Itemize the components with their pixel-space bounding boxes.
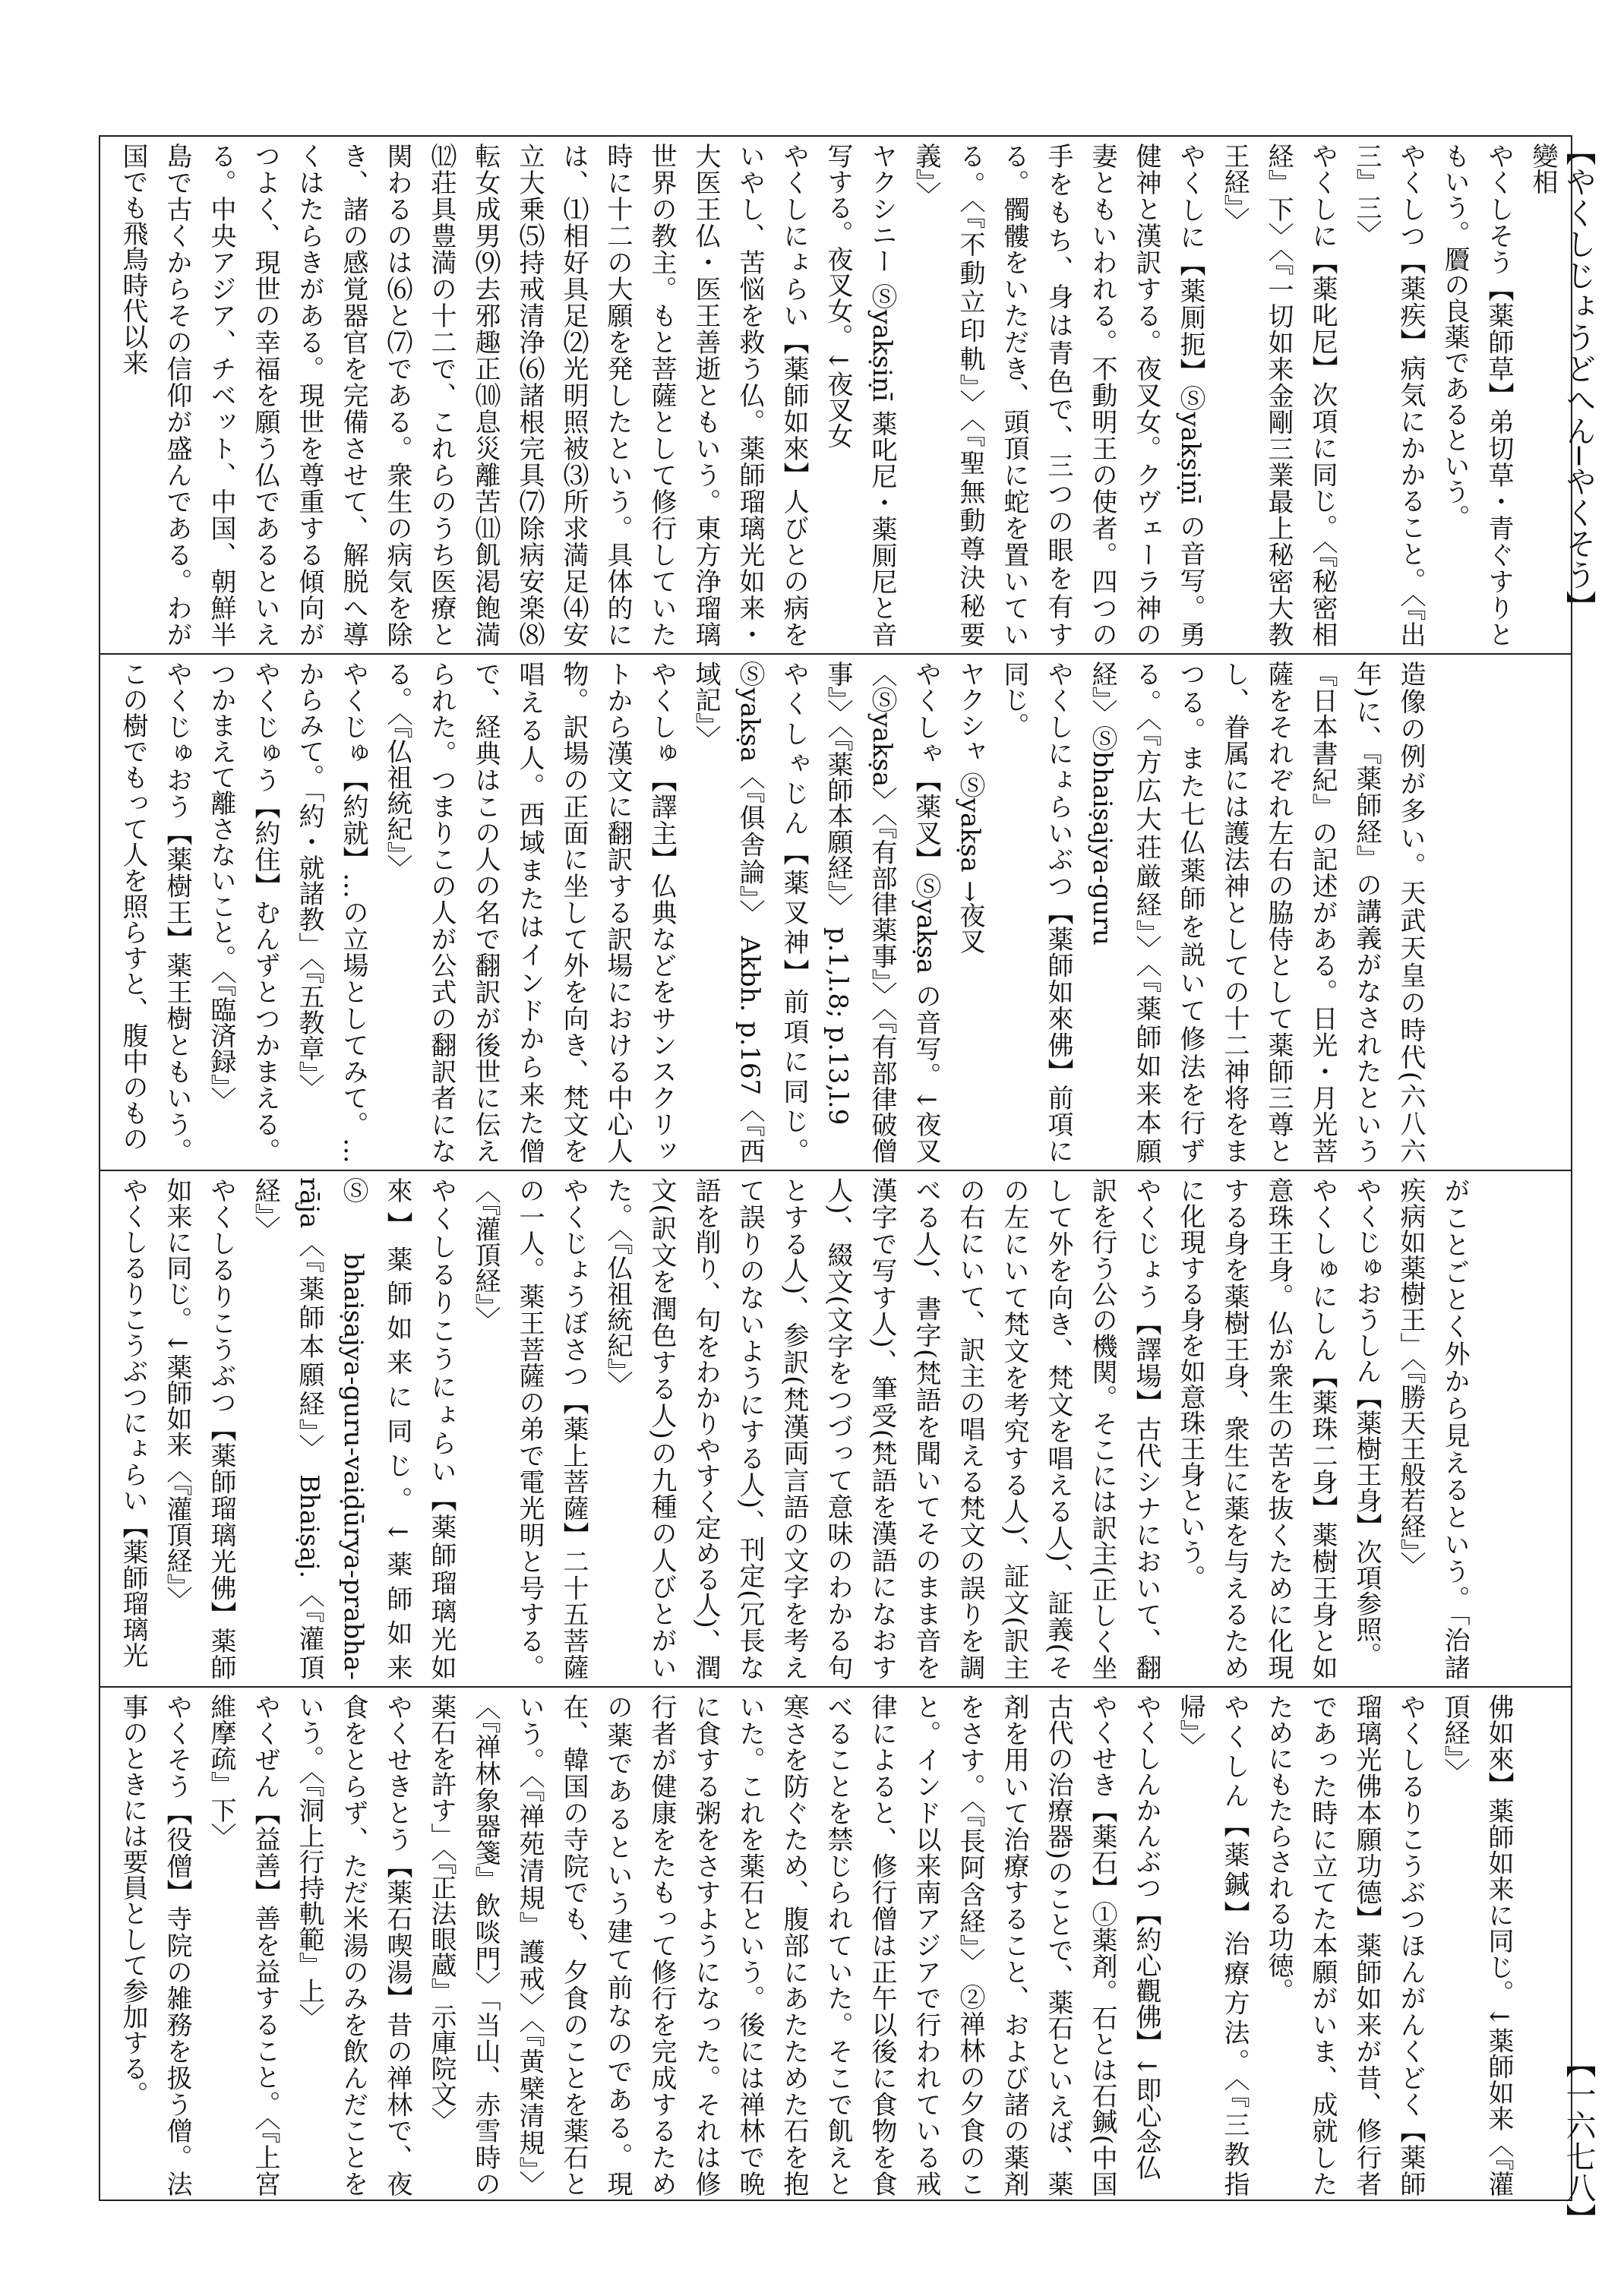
running-head: 【やくしじょうどへん─やくそう】: [1561, 135, 1596, 622]
tier-1: [100, 137, 1571, 653]
tier-text: 變相 やくしそう【薬師草】弟切草・青ぐすりともいう。贗の良薬であるという。 やくしつ【薬疾】病気にかかること。〈『出三』三〉 やくしに【薬叱尼】次項に同じ。〈『秘密相経』下〉〈『一切如来金剛三業最上秘密大教王経』〉 やくしに【薬厠扼】Ⓢyakṣiṇī の音写。勇健神と漢訳する。夜叉女。クヴェーラ神の妻ともいわれる。不動明王の使者。四つの手をもち、身は青色で、三つの眼を有する。髑髏をいただき、頭頂に蛇を置いている。〈『不動立印軌』〉〈『聖無動尊決秘要義』〉 ヤクシニー Ⓢyakṣiṇī 薬叱尼・薬厠尼と音写する。夜叉女。↓夜叉女 やくしにょらい【薬師如來】人びとの病をいやし、苦悩を救う仏。薬師瑠璃光如来・大医王仏・医王善逝ともいう。東方浄瑠璃世界の教主。もと菩薩として修行していた時に十二の大願を発したという。具体的には、⑴相好具足⑵光明照被⑶所求満足⑷安立大乗⑸持戒清浄⑹諸根完具⑺除病安楽⑻転女成男⑼去邪趣正⑽息災離苦⑾飢渇飽満⑿荘具豊満の十二で、これらのうち医療と関わるのは⑹と⑺である。衆生の病気を除き、諸の感覚器官を完備させて、解脱へ導くはたらきがある。現世を尊重する傾向がつよく、現世の幸福を願う仏であるといえる。中央アジア、チベット、中国、朝鮮半島で古くからその信仰が盛んである。わが国でも飛鳥時代以来: [118, 143, 1558, 647]
tier-2: [100, 653, 1571, 1170]
tier-3: [100, 1170, 1571, 1686]
tier-text: 佛如來】薬師如来に同じ。↓薬師如来〈『灌頂経』〉 やくしるりこうぶつほんがんくどく【薬師瑠璃光佛本願功德】薬師如来が昔、修行者であった時に立てた本願がいま、成就したためにもたらされる功徳。 やくしん【薬鍼】治療方法。〈『三教指帰』〉 やくしんかんぶつ【約心觀佛】↓即心念仏 やくせき【薬石】①薬剤。石とは石鍼(中国古代の治療器)のことで、薬石といえば、薬剤を用いて治療すること、および諸の薬剤をさす。〈『長阿含経』〉 ②禅林の夕食のこと。インド以来南アジアで行われている戒律によると、修行僧は正午以後に食物を食べることを禁じられていた。そこで飢えと寒さを防ぐため、腹部にあたためた石を抱いた。これを薬石という。後には禅林で晩に食する粥をさすようになった。それは修行者が健康をたもって修行を完成するための薬であるという建て前なのである。現在、韓国の寺院でも、夕食のことを薬石という。〈『禅苑清規』護戒〉〈『黄檗清規』〉〈『禅林象器箋』飲啖門〉「当山、赤雪時の薬石を許す」〈『正法眼蔵』示庫院文〉 やくせきとう【薬石喫湯】昔の禅林で、夜食をとらず、ただ米湯のみを飲んだことをいう。〈『洞上行持軌範』上〉 やくぜん【益善】善を益すること。〈『上宮維摩疏』下〉 やくそう【役僧】寺院の雑務を扱う僧。法事のときには要員として参加する。: [118, 1694, 1514, 2196]
tier-4: [100, 1686, 1571, 2203]
dictionary-text-block: [99, 135, 1572, 2201]
tier-text: がことごとく外から見えるという。「治諸疾病如薬樹王」〈『勝天王般若経』〉 やくじゅおうしん【薬樹王身】次項参照。 やくしゅにしん【薬珠二身】薬樹王身と如意珠王身。仏が衆生の苦を抜くために化現する身を薬樹王身、衆生に薬を与えるために化現する身を如意珠王身という。 やくじょう【譯場】古代シナにおいて、翻訳を行う公の機関。そこには訳主(正しく坐して外を向き、梵文を唱える人)、証義(その左にいて梵文を考究する人)、証文(訳主の右にいて、訳主の唱える梵文の誤りを調べる人)、書字(梵語を聞いてそのまま音を漢字で写す人)、筆受(梵語を漢語になおす人)、綴文(文字をつづって意味のわかる句とする人)、参訳(梵漢両言語の文字を考えて誤りのないようにする人)、刊定(冗長な語を削り、句をわかりやすく定める人)、潤文(訳文を潤色する人)の九種の人びとがいた。〈『仏祖統紀』〉 やくじょうぼさつ【薬上菩薩】二十五菩薩の一人。薬王菩薩の弟で電光明と号する。〈『灌頂経』〉 やくしるりこうにょらい【薬師瑠璃光如來】薬師如来に同じ。↓薬師如来 Ⓢbhaiṣajya-guru-vaiḍūrya-prabha-rāja〈『薬師本願経』〉 Bhaiṣaj.〈『灌頂経』〉 やくしるりこうぶつ【薬師瑠璃光佛】薬師如来に同じ。↓薬師如来〈『灌頂経』〉 やくしるりこうぶつにょらい【薬師瑠璃光: [118, 1177, 1470, 1680]
tier-text: 造像の例が多い。天武天皇の時代(六八六年)に、『薬師経』の講義がなされたという『日本書紀』の記述がある。日光・月光菩薩をそれぞれ左右の脇侍として薬師三尊とし、眷属には護法神としての十二神将をまつる。また七仏薬師を説いて修法を行ずる。〈『方広大荘厳経』〉〈『薬師如来本願経』〉Ⓢbhaiṣajya-guru やくしにょらいぶつ【薬師如來佛】前項に同じ。 ヤクシャ Ⓢyakṣa →夜叉 やくしゃ【薬叉】Ⓢyakṣa の音写。↓夜叉〈Ⓢyakṣa〉〈『有部律薬事』〉〈『有部律破僧事』〉〈『薬師本願経』〉 p.1,l.8; p.13,l.9 やくしゃじん【薬叉神】前項に同じ。Ⓢyakṣa〈『俱舎論』〉 Akbh. p.167〈『西域記』〉 やくしゅ【譯主】仏典などをサンスクリットから漢文に翻訳する訳場における中心人物。訳場の正面に坐して外を向き、梵文を唱える人。西域またはインドから来た僧で、経典はこの人の名で翻訳が後世に伝えられた。つまりこの人が公式の翻訳者になる。〈『仏祖統紀』〉 やくじゅ【約就】…の立場としてみて。…からみて。「約・就諸教」〈『五教章』〉 やくじゅう【約住】むんずとつかまえる。つかまえて離さないこと。〈『臨済録』〉 やくじゅおう【薬樹王】薬王樹ともいう。この樹でもって人を照らすと、腹中のもの: [118, 661, 1426, 1164]
page-number: 【一六七八】: [1561, 2048, 1596, 2234]
